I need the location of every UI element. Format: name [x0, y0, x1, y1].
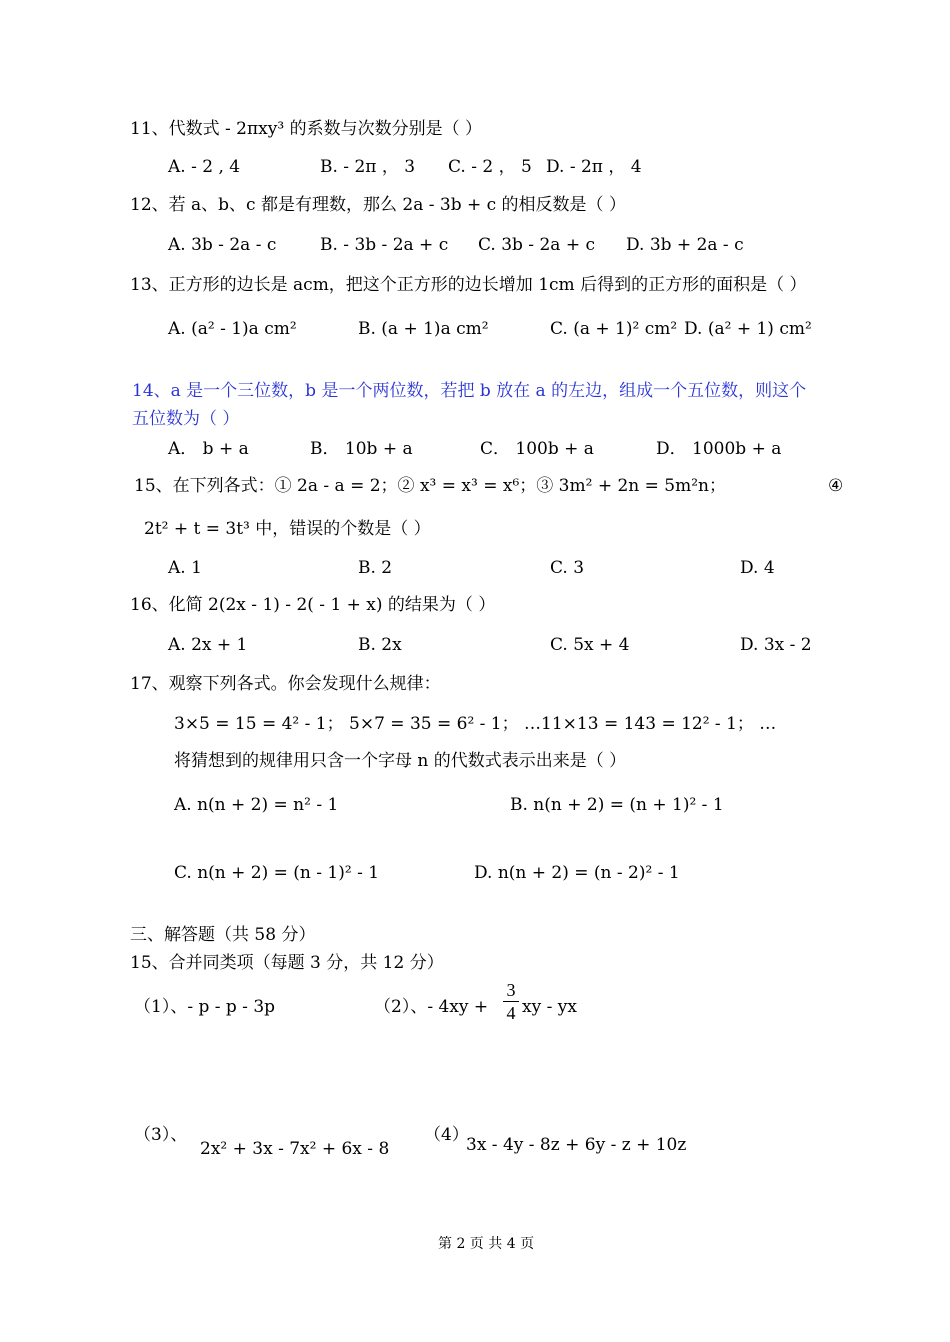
q15-option-b: B. 2	[358, 558, 393, 578]
q17-pattern: 3×5 = 15 = 4² - 1； 5×7 = 35 = 6² - 1； …11×13 = 143 = 12² - 1； …	[174, 714, 777, 734]
q16-option-b: B. 2x	[358, 635, 402, 655]
q14-stem-line1: 14、a 是一个三位数，b 是一个两位数，若把 b 放在 a 的左边，组成一个五位数，则这个	[132, 381, 807, 401]
q17-option-d: D. n(n + 2) = (n - 2)² - 1	[474, 863, 680, 883]
q16-option-a: A. 2x + 1	[168, 635, 248, 655]
q17-option-c: C. n(n + 2) = (n - 1)² - 1	[174, 863, 380, 883]
q12-stem: 12、若 a、b、c 都是有理数，那么 2a - 3b + c 的相反数是（ ）	[130, 195, 626, 215]
problem-4-expression: 3x - 4y - 8z + 6y - z + 10z	[466, 1135, 687, 1155]
q11-option-a: A. - 2 , 4	[168, 157, 241, 177]
q15-stem-line1: 15、在下列各式：① 2a - a = 2；② x³ = x³ = x⁶；③ 3m² + 2n = 5m²n；	[134, 476, 726, 496]
fraction-numerator: 3	[506, 980, 516, 1000]
q14-option-d: D． 1000b + a	[656, 439, 782, 459]
q15-option-a: A. 1	[168, 558, 202, 578]
q11-stem: 11、代数式 - 2πxy³ 的系数与次数分别是（ ）	[130, 119, 482, 139]
q14-option-c: C． 100b + a	[480, 439, 594, 459]
fraction-denominator: 4	[506, 1003, 516, 1023]
q13-option-b: B. (a + 1)a cm²	[358, 319, 489, 339]
q17-option-a: A. n(n + 2) = n² - 1	[174, 795, 339, 815]
q13-option-d: D. (a² + 1) cm²	[684, 319, 812, 339]
q16-stem: 16、化简 2(2x - 1) - 2( - 1 + x) 的结果为（ ）	[130, 595, 496, 615]
problem-2-prefix: （2）、- 4xy +	[374, 997, 489, 1017]
q12-option-c: C. 3b - 2a + c	[478, 235, 595, 255]
q13-option-c: C. (a + 1)² cm²	[550, 319, 678, 339]
q11-option-c: C. - 2 ， 5	[448, 157, 532, 177]
q14-option-a: A． b + a	[168, 439, 249, 459]
problem-4-label: （4）	[424, 1125, 469, 1145]
q15-stem-line2: 2t² + t = 3t³ 中，错误的个数是（ ）	[144, 519, 431, 539]
page-footer: 第 2 页 共 4 页	[438, 1236, 535, 1252]
q17-stem: 17、观察下列各式。你会发现什么规律：	[130, 674, 441, 694]
q12-option-d: D. 3b + 2a - c	[626, 235, 744, 255]
q17-option-b: B. n(n + 2) = (n + 1)² - 1	[510, 795, 724, 815]
q13-option-a: A. (a² - 1)a cm²	[168, 319, 297, 339]
q16-option-d: D. 3x - 2	[740, 635, 812, 655]
q12-option-b: B. - 3b - 2a + c	[320, 235, 449, 255]
q14-option-b: B． 10b + a	[310, 439, 413, 459]
q15-option-d: D. 4	[740, 558, 775, 578]
q13-stem: 13、正方形的边长是 acm，把这个正方形的边长增加 1cm 后得到的正方形的面积是（ ）	[130, 275, 807, 295]
fraction-bar	[503, 1001, 519, 1002]
q11-option-d: D. - 2π ， 4	[546, 157, 642, 177]
q16-option-c: C. 5x + 4	[550, 635, 630, 655]
q14-stem-line2: 五位数为（ ）	[132, 409, 240, 429]
problem-2-suffix: xy - yx	[522, 997, 577, 1017]
q15-option-c: C. 3	[550, 558, 585, 578]
q17-ask: 将猜想到的规律用只含一个字母 n 的代数式表示出来是（ ）	[174, 751, 627, 771]
problem-2-fraction	[503, 980, 519, 1023]
q12-option-a: A. 3b - 2a - c	[168, 235, 277, 255]
q11-option-b: B. - 2π ， 3	[320, 157, 416, 177]
problem-3-expression: 2x² + 3x - 7x² + 6x - 8	[200, 1139, 390, 1159]
problem-3-label: （3）、	[134, 1125, 188, 1145]
section-q15-title: 15、合并同类项（每题 3 分，共 12 分）	[130, 953, 444, 973]
q15-stem-line1-end: ④	[828, 476, 844, 496]
problem-1: （1）、- p - p - 3p	[134, 997, 276, 1017]
section-title: 三、解答题（共 58 分）	[130, 925, 316, 945]
